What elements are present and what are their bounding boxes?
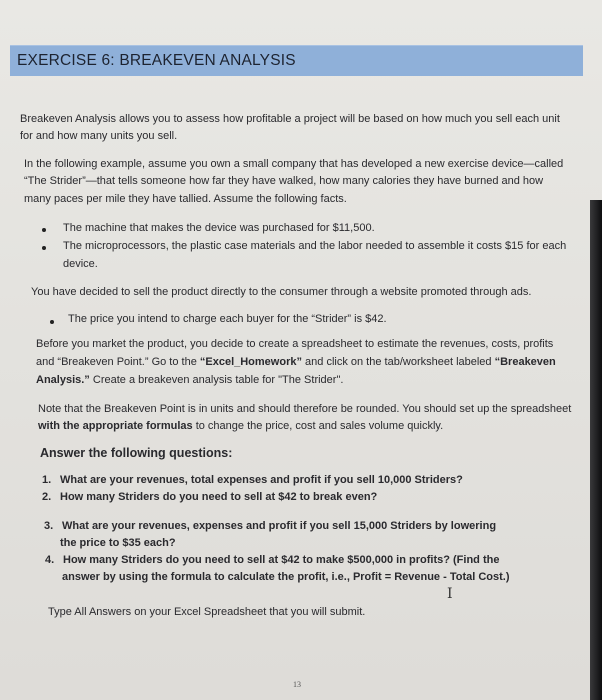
example-line: “The Strider”—that tells someone how far they have walked, how many calories they have burned and how xyxy=(24,175,544,187)
question-text: What are your revenues, total expenses and profit if you sell 10,000 Striders? xyxy=(60,474,463,486)
monitor-edge xyxy=(590,200,602,700)
question-number: 1. xyxy=(42,474,52,486)
before-line: Before you market the product, you decide to create a spreadsheet to estimate the revenues, costs, profits xyxy=(36,338,554,350)
intro-line: for and how many units you sell. xyxy=(20,130,178,142)
fact-item: The machine that makes the device was purchased for $11,500. xyxy=(63,222,375,234)
page-title: EXERCISE 6: BREAKEVEN ANALYSIS xyxy=(17,52,296,69)
text: and “Breakeven Point.” Go to the xyxy=(36,356,200,368)
before-line xyxy=(36,374,343,386)
before-line xyxy=(36,356,556,368)
text: and click on the tab/worksheet labeled xyxy=(301,356,495,368)
fact-item: The microprocessors, the plastic case materials and the labor needed to assemble it costs $15 for each xyxy=(63,240,567,252)
question-text: How many Striders do you need to sell at $42 to break even? xyxy=(60,491,378,503)
question-number: 3. xyxy=(44,520,54,532)
answer-heading: Answer the following questions: xyxy=(40,446,233,460)
question-number: 4. xyxy=(45,554,55,566)
question-text: How many Striders do you need to sell at $42 to make $500,000 in profits? (Find the xyxy=(63,554,500,566)
text: to change the price, cost and sales volume quickly. xyxy=(192,420,444,432)
emphasis: with the appropriate formulas xyxy=(38,420,193,432)
price-fact: The price you intend to charge each buyer for the “Strider” is $42. xyxy=(68,313,387,325)
bullet-icon xyxy=(42,228,46,232)
question-number: 2. xyxy=(42,491,52,503)
note-line xyxy=(38,420,443,432)
exercise-header xyxy=(10,45,583,76)
worksheet-name: Analysis.” xyxy=(36,374,90,386)
question-text: answer by using the formula to calculate the profit, i.e., Profit = Revenue - Total Cost.) xyxy=(62,571,510,583)
bullet-icon xyxy=(42,246,46,250)
workbook-name: “Excel_Homework” xyxy=(199,356,302,368)
decided-text: You have decided to sell the product directly to the consumer through a website promoted through ads. xyxy=(31,286,532,298)
fact-item-cont: device. xyxy=(63,258,98,270)
example-line: In the following example, assume you own a small company that has developed a new exercise device—called xyxy=(24,158,564,170)
page-number: 13 xyxy=(293,680,301,689)
text-cursor-icon: I xyxy=(447,586,453,602)
closing-text: Type All Answers on your Excel Spreadsheet that you will submit. xyxy=(48,606,366,618)
question-text: the price to $35 each? xyxy=(60,537,176,549)
question-text: What are your revenues, expenses and profit if you sell 15,000 Striders by lowering xyxy=(62,520,497,532)
intro-line: Breakeven Analysis allows you to assess how profitable a project will be based on how much you sell each unit xyxy=(20,113,560,125)
note-line: Note that the Breakeven Point is in units and should therefore be rounded. You should set up the spreadsheet xyxy=(38,403,572,415)
example-line: many paces per mile they have tallied. Assume the following facts. xyxy=(24,193,347,205)
text: Create a breakeven analysis table for "The Strider". xyxy=(89,374,344,386)
bullet-icon xyxy=(50,320,54,324)
worksheet-name: “Breakeven xyxy=(494,356,556,368)
